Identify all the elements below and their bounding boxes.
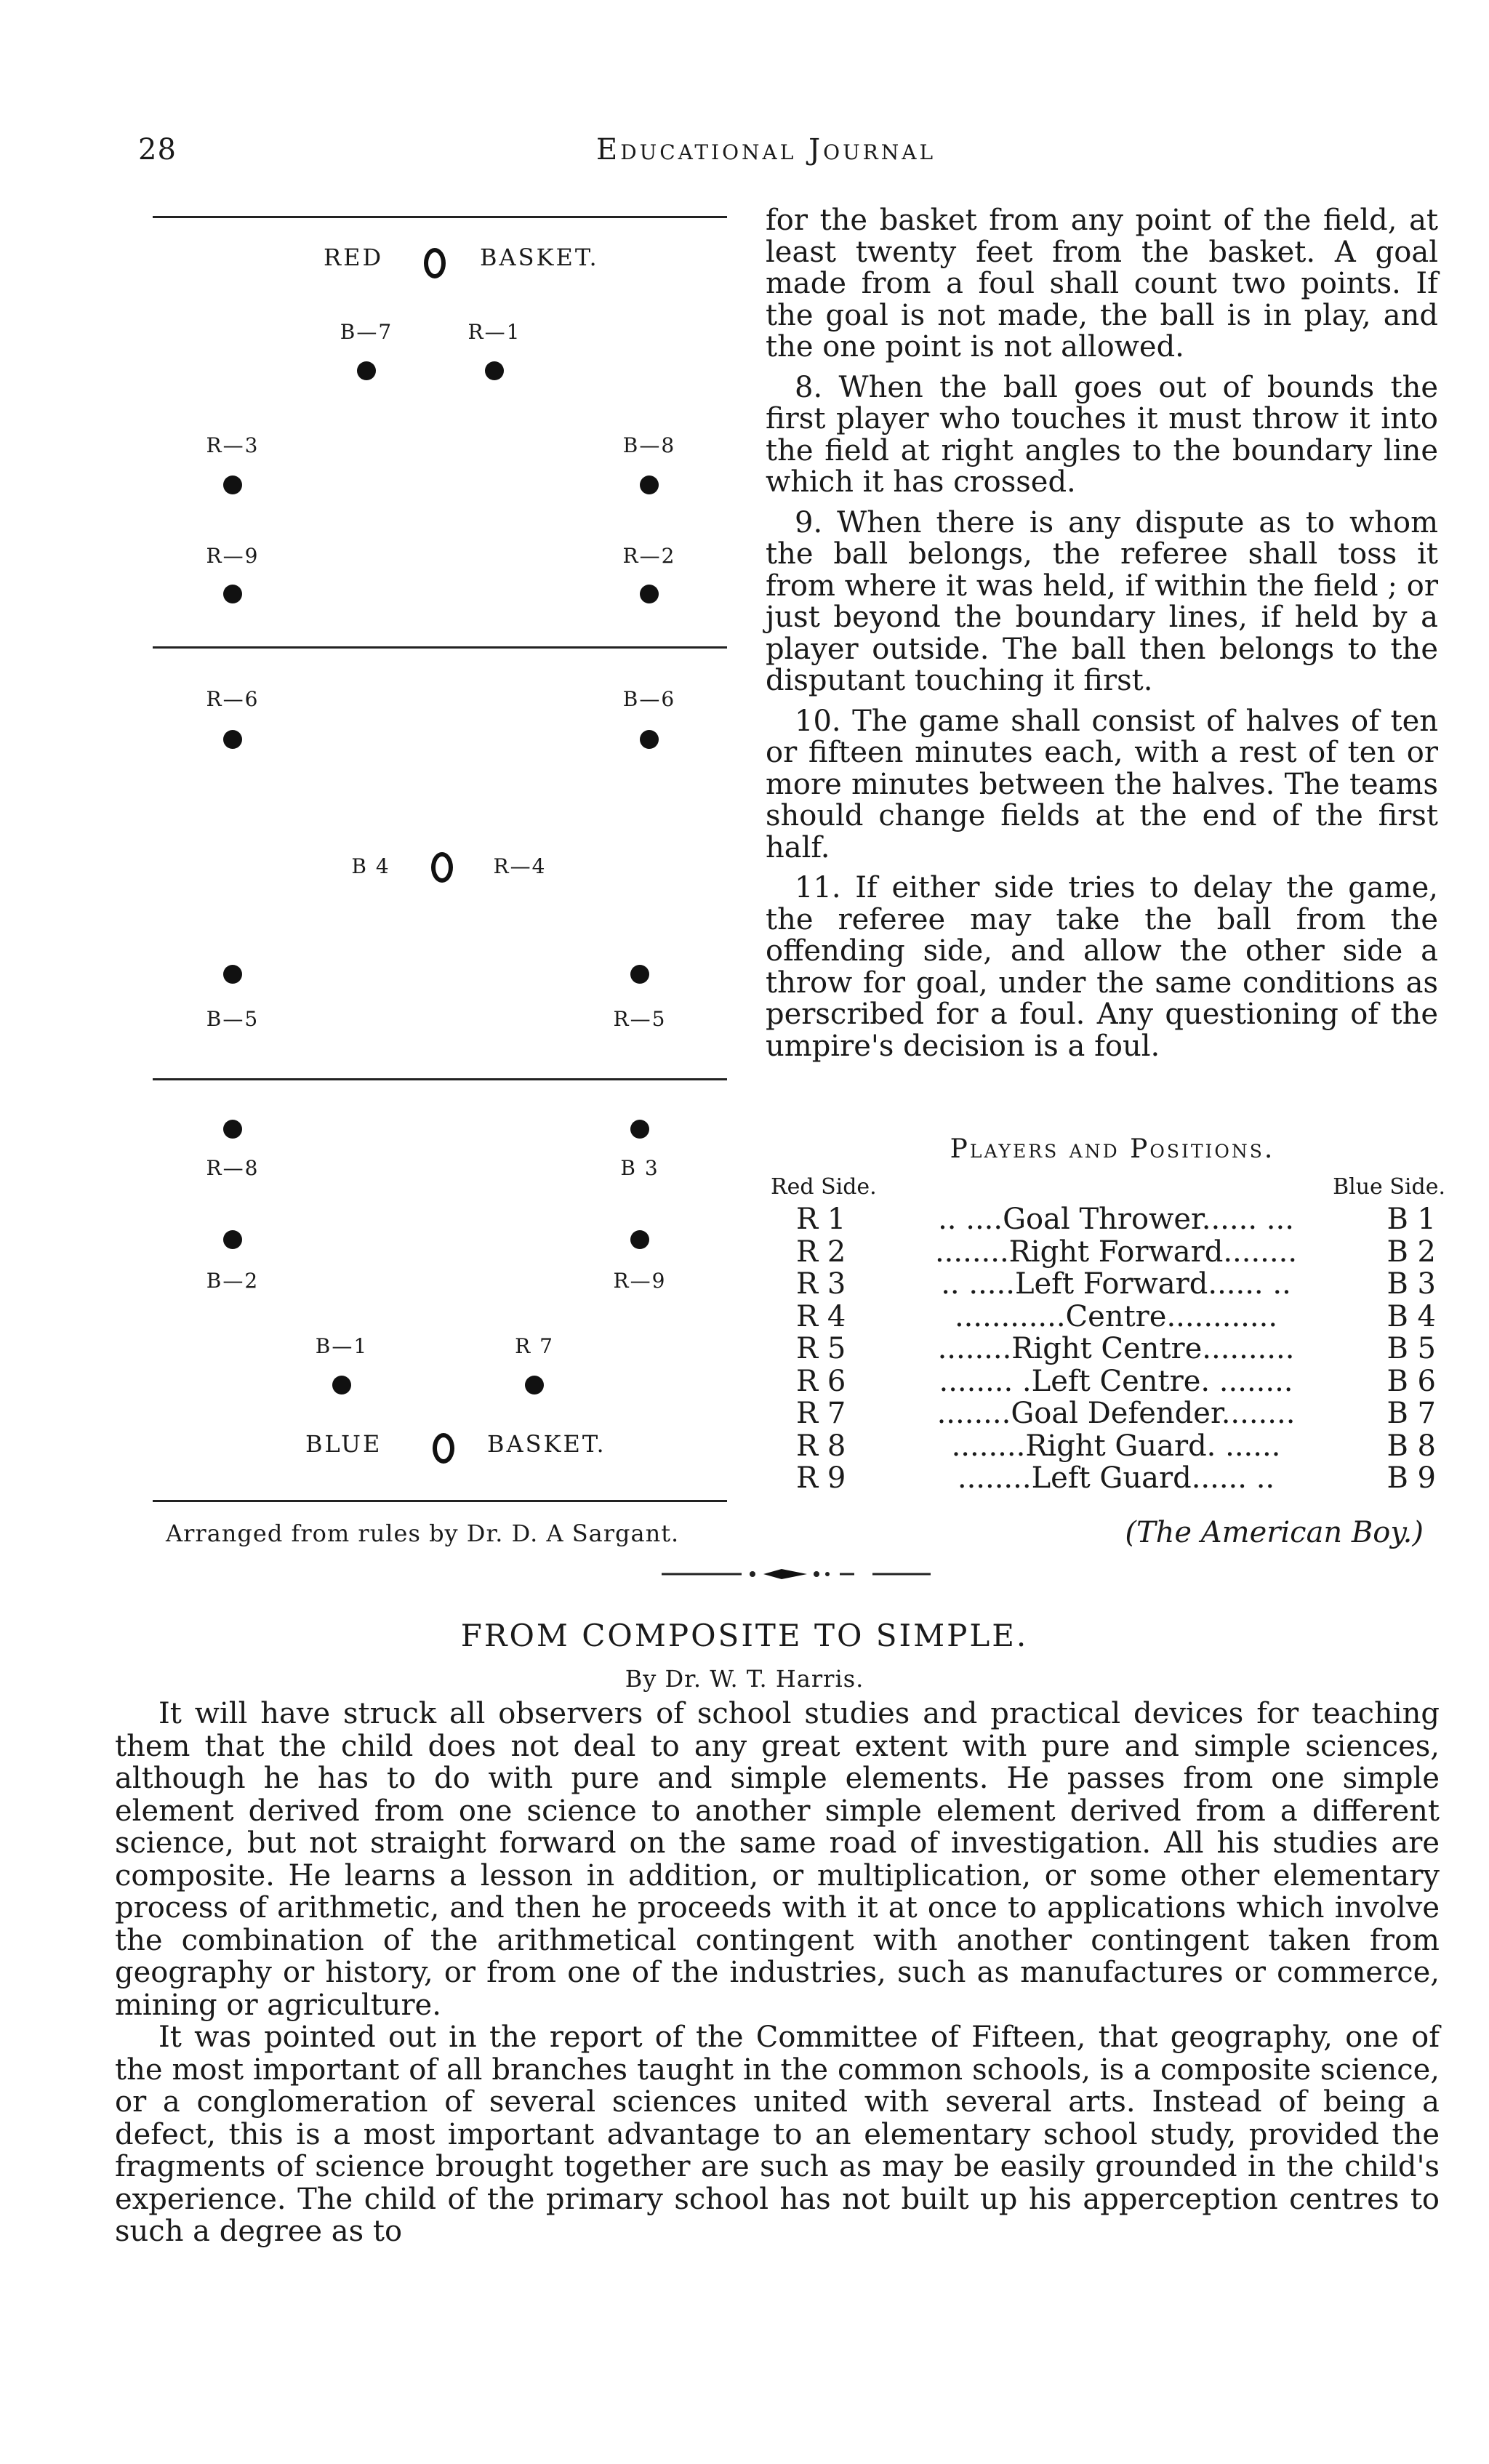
player-dot	[640, 475, 659, 494]
diagram-label: B—7	[340, 320, 393, 344]
position: ........ .Left Centre. ........	[939, 1365, 1293, 1397]
player-dot	[630, 1120, 649, 1139]
table-row	[796, 1333, 1436, 1365]
blue-basket-suffix: BASKET.	[487, 1430, 606, 1458]
diagram-label: R—1	[467, 320, 521, 344]
position: ........Right Centre..........	[937, 1333, 1295, 1365]
page-number: 28	[138, 133, 177, 166]
player-dot	[640, 585, 659, 603]
table-row	[796, 1203, 1436, 1236]
article-byline: By Dr. W. T. Harris.	[625, 1665, 864, 1693]
diagram-quarter-line	[153, 646, 727, 649]
player-dot	[630, 965, 649, 984]
ornament-divider	[662, 1567, 931, 1581]
table-row	[796, 1462, 1436, 1495]
red-side-label: Red Side.	[771, 1174, 877, 1200]
rule-8: 8. When the ball goes out of bounds the first player who touches it must throw it into the field at right angles to the boundary line which it has crossed.	[766, 370, 1438, 499]
diagram-label: B—8	[622, 433, 676, 457]
diagram-label: R—5	[613, 1007, 667, 1031]
journal-title: Educational Journal	[596, 133, 936, 166]
red-player: R 7	[796, 1397, 846, 1430]
player-dot	[357, 361, 376, 380]
diagram-label: R—2	[622, 544, 676, 568]
blue-basket-icon	[433, 1433, 454, 1464]
player-dot	[525, 1376, 544, 1394]
article-paragraph: It will have struck all observers of school studies and practical devices for teaching them that the child does not deal to any great extent with pure and simple sciences, although he has to do with pure and simple elements. He passes from one simple element derived from one science to another simple element derived from a different science, but not straight forward on the same road of investigation. All his studies are composite. He learns a lesson in addition, or multiplication, or some other elementary process of arithmetic, and then he proceeds with it at once to applications which involve the combination of the arithmetical contingent with another contingent taken from geography or history, or from one of the industries, such as manufactures or commerce, mining or agriculture.	[115, 1697, 1440, 2022]
player-dot	[223, 475, 242, 494]
red-player: R 3	[796, 1267, 846, 1301]
table-row	[796, 1397, 1436, 1430]
rule-7-continued: for the basket from any point of the field, at least twenty feet from the basket. A goal made from a foul shall count two points. If the goal is not made, the ball is in play, and the one point is not allowed.	[766, 204, 1438, 364]
position: ........Right Forward........	[934, 1235, 1298, 1268]
diagram-caption: Arranged from rules by Dr. D. A Sargant.	[166, 1520, 680, 1547]
diagram-label: R—8	[206, 1156, 260, 1180]
blue-player: B 4	[1386, 1299, 1436, 1333]
diagram-label: B 4	[351, 854, 390, 878]
position: .. ....Goal Thrower...... ...	[938, 1203, 1294, 1236]
blue-player: B 6	[1386, 1364, 1436, 1398]
rule-10: 10. The game shall consist of halves of ten or fifteen minutes each, with a rest of ten or more minutes between the halves. The teams should change fields at the end of the first half.	[766, 704, 1438, 864]
red-basket-label: RED	[324, 244, 384, 271]
red-player: R 5	[796, 1332, 846, 1365]
red-player: R 9	[796, 1461, 846, 1495]
rule-9: 9. When there is any dispute as to whom the ball belongs, the referee shall toss it from where it was held, if within the field ; or just beyond the boundary lines, if held by a player outside. The ball then belongs to the disputant touching it first.	[766, 505, 1438, 697]
article-body	[115, 1698, 1440, 2248]
table-row	[796, 1236, 1436, 1269]
player-dot	[332, 1376, 351, 1394]
diagram-label: R—9	[206, 544, 260, 568]
diagram-label: R—9	[613, 1269, 667, 1293]
position: .. .....Left Forward...... ..	[941, 1268, 1291, 1301]
player-dot	[223, 1120, 242, 1139]
player-dot	[485, 361, 504, 380]
player-dot	[223, 730, 242, 749]
blue-player: B 2	[1386, 1235, 1436, 1269]
source-credit: (The American Boy.)	[1125, 1516, 1424, 1549]
blue-player: B 3	[1386, 1267, 1436, 1301]
rules-column	[766, 205, 1438, 1062]
red-player: R 4	[796, 1299, 846, 1333]
player-dot	[640, 730, 659, 749]
blue-player: B 5	[1386, 1332, 1436, 1365]
red-basket-icon	[424, 248, 446, 278]
diagram-quarter-line	[153, 1078, 727, 1080]
diagram-label: B—2	[206, 1269, 260, 1293]
table-row	[796, 1268, 1436, 1301]
table-row	[796, 1430, 1436, 1463]
players-table	[796, 1203, 1436, 1495]
position: ........Left Guard...... ..	[957, 1462, 1275, 1495]
blue-basket-label: BLUE	[305, 1430, 382, 1458]
article-title: FROM COMPOSITE TO SIMPLE.	[460, 1618, 1029, 1653]
article-paragraph: It was pointed out in the report of the Committee of Fifteen, that geography, one of the most important of all branches taught in the common schools, is a composite science, or a conglomeration of several sciences united with several arts. Instead of being a defect, this is a most important advantage to an elementary school study, provided the fragments of science brought together are such as may be easily grounded in the child's experience. The child of the primary school has not built up his apperception centres to such a degree as to	[115, 2020, 1440, 2248]
position: ........Right Guard. ......	[951, 1429, 1281, 1462]
diagram-label: B—6	[622, 687, 676, 711]
blue-player: B 8	[1386, 1429, 1436, 1463]
red-player: R 2	[796, 1235, 846, 1269]
rule-11: 11. If either side tries to delay the game, the referee may take the ball from the offending side, and allow the other side a throw for goal, under the same conditions as perscribed for a foul. Any questioning of the umpire's decision is a foul.	[766, 871, 1438, 1063]
centre-circle-icon	[431, 852, 453, 883]
player-dot	[223, 1230, 242, 1249]
diagram-top-rule	[153, 216, 727, 218]
blue-side-label: Blue Side.	[1333, 1174, 1445, 1200]
red-player: R 6	[796, 1364, 846, 1398]
diagram-label: B—1	[315, 1334, 369, 1358]
blue-player: B 9	[1386, 1461, 1436, 1495]
red-player: R 1	[796, 1203, 846, 1236]
red-player: R 8	[796, 1429, 846, 1463]
table-row	[796, 1301, 1436, 1333]
diagram-label: R—4	[493, 854, 547, 878]
diagram-label: R—3	[206, 433, 260, 457]
diagram-label: R 7	[515, 1334, 554, 1358]
players-heading: Players and Positions.	[950, 1134, 1275, 1164]
diagram-bottom-rule	[153, 1500, 727, 1502]
table-row	[796, 1365, 1436, 1398]
player-dot	[630, 1230, 649, 1249]
position: ........Goal Defender........	[936, 1397, 1296, 1430]
diagram-label: B 3	[620, 1156, 659, 1180]
diagram-label: B—5	[206, 1007, 260, 1031]
player-dot	[223, 585, 242, 603]
blue-player: B 1	[1386, 1203, 1436, 1236]
position: ............Centre............	[954, 1300, 1278, 1333]
diagram-label: R—6	[206, 687, 260, 711]
blue-player: B 7	[1386, 1397, 1436, 1430]
player-dot	[223, 965, 242, 984]
red-basket-suffix: BASKET.	[480, 244, 599, 271]
